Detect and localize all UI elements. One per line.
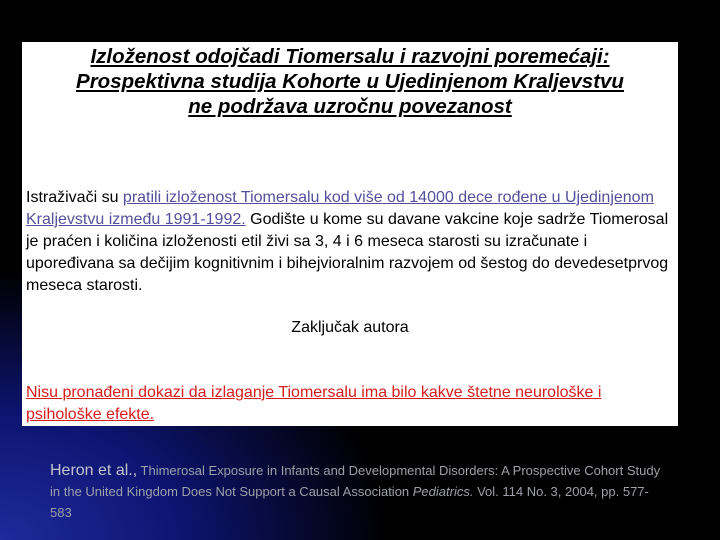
title-line-1: Izloženost odojčadi Tiomersalu i razvojni poremećaji: [90,45,610,68]
slide-title [22,44,678,119]
content-panel [22,42,678,426]
conclusion-heading: Zaključak autora [291,319,409,336]
citation [50,460,670,523]
title-line-2: Prospektivna studija Kohorte u Ujedinjenom Kraljevstvu [76,70,624,93]
body-suffix: Godište u kome su davane vakcine koje sadrže Tiomerosal je praćen i količina izloženosti etil živi sa 3, 4 i 6 meseca starosti su izračunate i upoređivana sa dečijim kognitivnim i bihejvioralnim razvojem od šestog do devedesetprvog meseca starosti. [26,211,669,294]
study-description [26,187,674,297]
title-line-3: ne podržava uzročnu povezanost [188,95,512,118]
citation-details: Vol. 114 No. 3, 2004, pp. 577-583 [50,484,649,520]
citation-author: Heron et al., [50,462,138,479]
conclusion-text: Nisu pronađeni dokazi da izlaganje Tiomersalu ima bilo kakve štetne neurološke i psihološke efekte. [26,384,602,423]
citation-title: Thimerosal Exposure in Infants and Developmental Disorders: A Prospective Cohort Study in the United Kingdom Does Not Support a Causal Association [50,463,661,499]
citation-journal: Pediatrics. [412,484,474,499]
body-highlight-link[interactable]: pratili izloženost Tiomersalu kod više od 14000 dece rođene u Ujedinjenom Kraljevstvu između 1991-1992. [26,189,654,228]
body-prefix: Istraživači su [26,189,123,206]
